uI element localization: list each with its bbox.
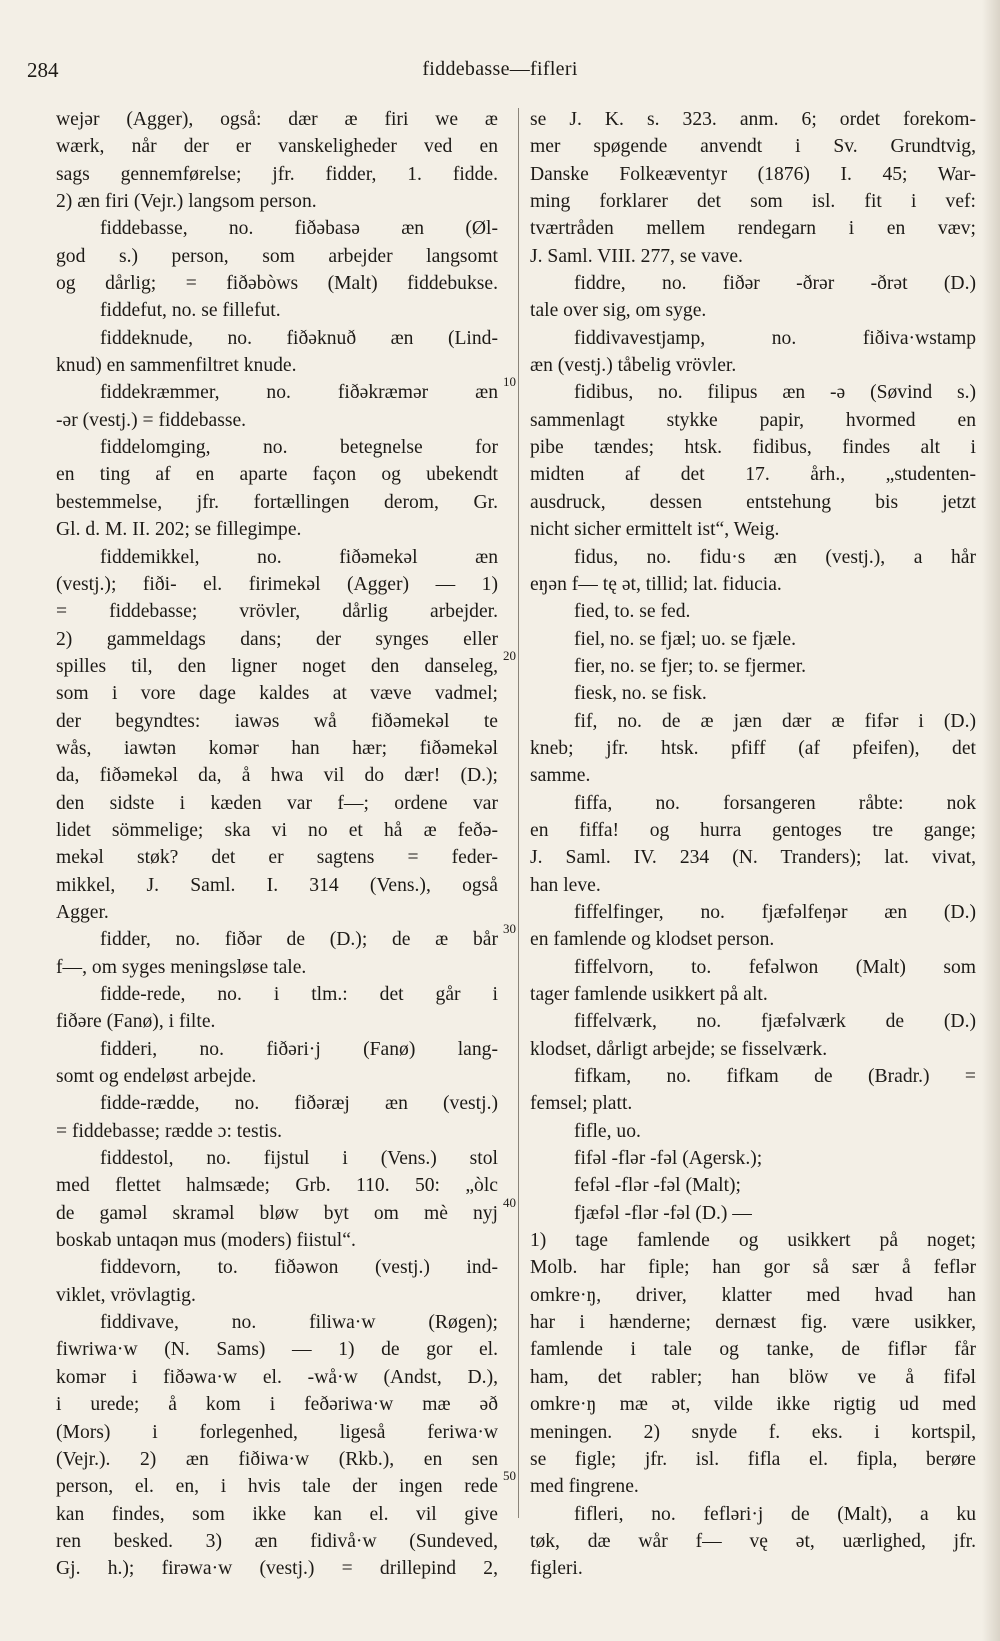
text-line: Agger. — [56, 901, 109, 923]
text-line: komər i fiðəwa·w el. -wå·w (Andst, D.), — [56, 1366, 498, 1388]
text-line: klodset, dårligt arbejde; se fisselværk. — [530, 1038, 828, 1060]
text-line: omkre·ŋ, driver, klatter med hvad han — [530, 1284, 976, 1306]
text-line: fied, to. se fed. — [574, 601, 691, 623]
text-line: Molb. har fiple; han gor så sær å feflər — [530, 1257, 976, 1279]
text-line: (Vejr.). 2) æn fiðiwa·w (Rkb.), en sen — [56, 1448, 498, 1470]
text-line: god s.) person, som arbejder langsomt — [56, 245, 498, 267]
text-line: fiðəre (Fanø), i filte. — [56, 1011, 216, 1033]
text-line: se figle; jfr. isl. fifla el. fipla, berøre — [530, 1448, 976, 1470]
text-line: kan findes, som ikke kan el. vil give — [56, 1503, 498, 1525]
text-line: fiddivavestjamp, no. fiðiva·wstamp — [574, 327, 976, 349]
text-line: med fingrene. — [530, 1476, 639, 1498]
text-line: wejər (Agger), også: dær æ firi we æ — [56, 109, 498, 130]
text-line: viklet, vrövlagtig. — [56, 1284, 196, 1306]
text-line: ham, det rabler; han blöw ve å fifəl — [530, 1366, 976, 1388]
line-number-20: 20 — [503, 648, 516, 663]
text-line: fifəl -flər -fəl (Agersk.); — [574, 1148, 763, 1170]
text-line: fiffelvorn, to. fefəlwon (Malt) som — [574, 956, 976, 978]
text-line: en famlende og klodset person. — [530, 929, 775, 951]
text-line: mikkel, J. Saml. I. 314 (Vens.), også — [56, 874, 498, 896]
text-line: -ər (vestj.) = fiddebasse. — [56, 409, 247, 431]
text-line: nicht sicher ermittelt ist“, Weig. — [530, 519, 780, 541]
text-line: = fiddebasse; vrövler, dårlig arbejder. — [56, 601, 498, 623]
text-line: fidde-rede, no. i tlm.: det går i — [100, 984, 498, 1005]
text-line: fiffa, no. forsangeren råbte: nok — [574, 792, 976, 814]
text-line: fifkam, no. fifkam de (Bradr.) = — [574, 1066, 976, 1088]
text-line: 2) gammeldags dans; der synges eller — [56, 628, 498, 650]
text-line: som i vore dage kaldes at væve vadmel; — [56, 683, 498, 705]
text-line: en fiffa! og hurra gentoges tre gange; — [530, 819, 976, 841]
text-line: pibe tændes; htsk. fidibus, findes alt i — [530, 437, 976, 459]
text-line: figleri. — [530, 1558, 583, 1580]
text-line: han leve. — [530, 874, 601, 896]
text-line: lidet sömmelige; ska vi no et hå æ feðə- — [56, 819, 498, 841]
text-line: 1) tage famlende og usikkert på noget; — [530, 1230, 976, 1252]
text-line: somt og endeløst arbejde. — [56, 1066, 257, 1088]
text-line: fier, no. se fjer; to. se fjermer. — [574, 655, 807, 677]
running-head: fiddebasse—fifleri — [422, 58, 578, 80]
text-line: fiddefut, no. se fillefut. — [100, 300, 281, 322]
text-line: person, el. en, i hvis tale der ingen rede — [56, 1476, 498, 1498]
text-line: mekəl støk? det er sagtens = feder- — [56, 847, 498, 869]
text-line: samme. — [530, 765, 591, 787]
text-line: fiddelomging, no. betegnelse for — [100, 437, 498, 459]
column-divider — [518, 108, 519, 1518]
text-line: fif, no. de æ jæn dær æ fifər i (D.) — [574, 710, 976, 732]
text-line: fidderi, no. fiðəri·j (Fanø) lang- — [100, 1038, 498, 1060]
text-line: wærk, når der er vanskeligheder ved en — [56, 136, 498, 158]
text-line: ren besked. 3) æn fidivå·w (Sundeved, — [56, 1530, 498, 1552]
text-line: ming forklarer det som isl. fit i vef: — [530, 191, 976, 213]
text-line: de gaməl skraməl bløw byt om mè nyj — [56, 1202, 498, 1224]
text-line: knud) en sammenfiltret knude. — [56, 355, 297, 377]
text-line: fifleri, no. fefləri·j de (Malt), a ku — [574, 1503, 976, 1525]
right-column — [530, 106, 976, 1583]
text-line: ausdruck, dessen entstehung bis jetzt — [530, 491, 976, 513]
page-number: 284 — [27, 58, 59, 82]
text-line: omkre·ŋ mæ ət, vilde ikke rigtig ud med — [530, 1394, 976, 1416]
text-line: (Mors) i forlegenhed, ligeså feriwa·w — [56, 1421, 498, 1443]
text-line: midten af det 17. årh., „studenten- — [530, 464, 976, 486]
text-line: 2) æn firi (Vejr.) langsom person. — [56, 191, 317, 213]
text-line: fiesk, no. se fisk. — [574, 683, 707, 705]
text-line: fefəl -flər -fəl (Malt); — [574, 1175, 741, 1197]
text-line: meningen. 2) snyde f. eks. i kortspil, — [530, 1421, 976, 1443]
text-line: fiddemikkel, no. fiðəmekəl æn — [100, 546, 498, 568]
text-line: se J. K. s. 323. anm. 6; ordet forekom- — [530, 109, 976, 130]
text-line: med flettet halmsæde; Grb. 110. 50: „òlc — [56, 1175, 498, 1197]
text-line: fiwriwa·w (N. Sams) — 1) de gor el. — [56, 1339, 498, 1361]
text-line: og dårlig; = fiðəbòws (Malt) fiddebukse. — [56, 273, 498, 295]
text-line: fidibus, no. filipus æn -ə (Søvind s.) — [574, 382, 976, 404]
line-number-40: 40 — [503, 1195, 516, 1210]
text-line: fiddeknude, no. fiðəknuð æn (Lind- — [100, 327, 498, 349]
text-line: fiddre, no. fiðər -ðrər -ðrət (D.) — [574, 273, 976, 295]
text-line: tøk, dæ wår f— vę ət, uærlighed, jfr. — [530, 1530, 976, 1552]
text-line: f—, om syges meningsløse tale. — [56, 956, 307, 978]
text-line: fifle, uo. — [574, 1120, 641, 1142]
text-line: den sidste i kæden var f—; ordene var — [56, 792, 498, 814]
text-line: fidder, no. fiðər de (D.); de æ bår — [100, 929, 498, 951]
text-line: fiddivave, no. filiwa·w (Røgen); — [100, 1312, 498, 1334]
text-line: fiel, no. se fjæl; uo. se fjæle. — [574, 628, 797, 650]
text-line: fiffelværk, no. fjæfəlværk de (D.) — [574, 1011, 976, 1033]
text-line: da, fiðəmekəl da, å hwa vil do dær! (D.); — [56, 765, 498, 787]
text-line: = fiddebasse; rædde ɔ: testis. — [56, 1120, 282, 1142]
text-line: (vestj.); fiði- el. firimekəl (Agger) — 1) — [56, 573, 498, 595]
text-line: fiddebasse, no. fiðəbasə æn (Øl- — [100, 218, 498, 240]
text-line: Gj. h.); firəwa·w (vestj.) = drillepind 2, — [56, 1558, 498, 1580]
text-line: J. Saml. VIII. 277, se vave. — [530, 245, 743, 267]
text-line: eŋən f— tę ət, tillid; lat. fiducia. — [530, 573, 782, 595]
text-line: fiffelfinger, no. fjæfəlfeŋər æn (D.) — [574, 901, 976, 923]
line-number-30: 30 — [503, 921, 516, 936]
text-line: der begyndtes: iawəs wå fiðəmekəl te — [56, 710, 498, 732]
text-line: fiddevorn, to. fiðəwon (vestj.) ind- — [100, 1257, 498, 1279]
text-line: tværtråden mellem rendegarn i en væv; — [530, 218, 976, 240]
text-line: femsel; platt. — [530, 1093, 633, 1115]
text-line: tale over sig, om syge. — [530, 300, 707, 322]
text-line: fidus, no. fidu·s æn (vestj.), a hår — [574, 546, 976, 568]
text-line: wås, iawtən komər han hær; fiðəmekəl — [56, 737, 498, 759]
text-line: kneb; jfr. htsk. pfiff (af pfeifen), det — [530, 737, 976, 759]
text-line: Gl. d. M. II. 202; se fillegimpe. — [56, 519, 302, 541]
text-line: Danske Folkeæventyr (1876) I. 45; War- — [530, 163, 976, 185]
text-line: æn (vestj.) tåbelig vrövler. — [530, 355, 737, 377]
text-line: tager famlende usikkert på alt. — [530, 984, 768, 1005]
text-line: har i hænderne; dernæst fig. være usikker, — [530, 1312, 976, 1334]
text-line: mer spøgende anvendt i Sv. Grundtvig, — [530, 136, 976, 158]
text-line: sammenlagt stykke papir, hvormed en — [530, 409, 976, 431]
text-line: fiddekræmmer, no. fiðəkræmər æn — [100, 382, 498, 404]
text-line: famlende i tale og tanke, de fiflər får — [530, 1339, 976, 1361]
text-line: J. Saml. IV. 234 (N. Tranders); lat. vivat, — [530, 847, 976, 869]
text-line: en ting af en aparte façon og ubekendt — [56, 464, 498, 486]
line-number-50: 50 — [503, 1468, 516, 1483]
text-line: sags gennemførelse; jfr. fidder, 1. fidde. — [56, 163, 498, 185]
text-line: fidde-rædde, no. fiðəræj æn (vestj.) — [100, 1093, 498, 1115]
text-line: i urede; å kom i feðəriwa·w mæ əð — [56, 1394, 498, 1416]
text-line: fiddestol, no. fijstul i (Vens.) stol — [100, 1148, 498, 1170]
page-edge-shadow — [982, 0, 1000, 1641]
line-number-10: 10 — [503, 374, 516, 389]
text-line: fjæfəl -flər -fəl (D.) — — [574, 1202, 752, 1224]
text-line: boskab untaqən mus (moders) fiistul“. — [56, 1230, 356, 1252]
text-line: bestemmelse, jfr. fortællingen derom, Gr. — [56, 491, 498, 513]
text-line: spilles til, den ligner noget den danseleg, — [56, 655, 498, 677]
left-column — [56, 106, 498, 1583]
page-header — [0, 58, 1000, 88]
